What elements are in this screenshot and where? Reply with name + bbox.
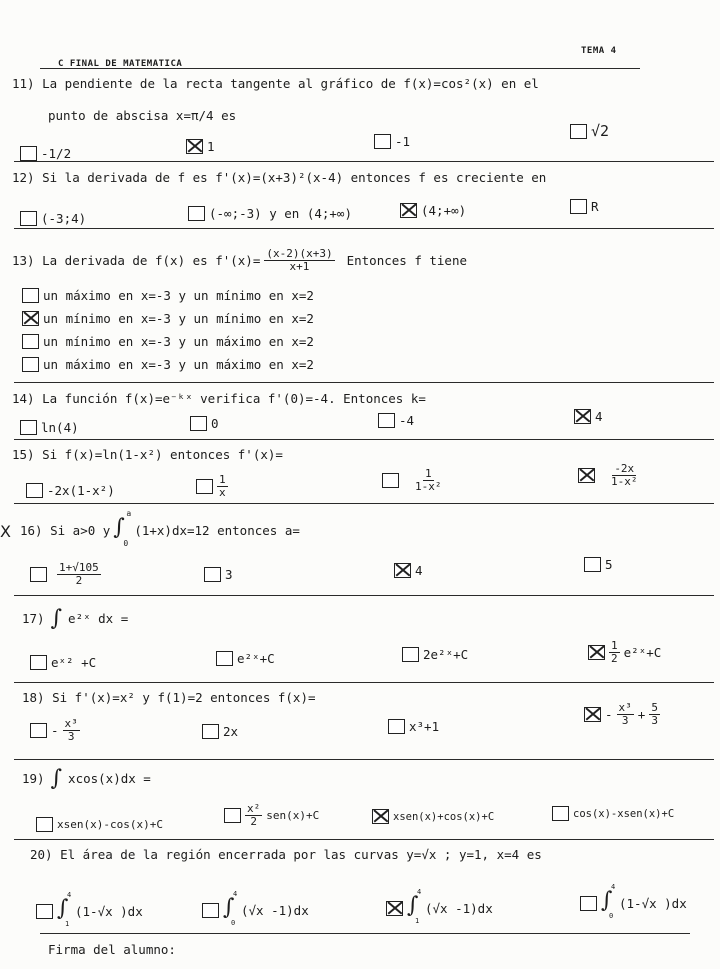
checkbox[interactable] xyxy=(224,808,241,823)
q17-option-3[interactable]: 2e²ˣ+C xyxy=(402,647,468,662)
q17-option-4[interactable]: $\frac{1}{2}$ e²ˣ+C xyxy=(588,640,661,664)
checkbox[interactable] xyxy=(20,211,37,226)
q16-option-1[interactable]: $\frac{1+√105}{2}$ xyxy=(30,562,101,586)
q11-option-2[interactable]: 1 xyxy=(186,139,215,154)
checkbox[interactable] xyxy=(30,655,47,670)
signature-label: Firma del alumno: xyxy=(48,942,176,957)
checkbox-checked[interactable] xyxy=(400,203,417,218)
q19-option-1[interactable]: xsen(x)-cos(x)+C xyxy=(36,817,163,832)
integral-icon: ∫ a 0 xyxy=(113,509,132,548)
q11-stem: 11) La pendiente de la recta tangente al gráfico de f(x)=cos²(x) en el xyxy=(12,76,539,91)
q18-option-1[interactable]: - $\frac{\text{x³}}{3}$ xyxy=(30,718,80,742)
q15-option-1[interactable]: -2x(1-x²) xyxy=(26,483,115,498)
q17-option-1[interactable]: eˣ² +C xyxy=(30,655,96,670)
checkbox[interactable] xyxy=(382,473,399,488)
q20-option-3[interactable]: ∫ 4 1 (√x -1)dx xyxy=(386,893,493,923)
integral-icon: ∫ 4 0 xyxy=(601,883,616,920)
q16-stem: 16) Si a>0 y ∫ a 0 (1+x)dx=12 entonces a= xyxy=(20,509,300,548)
integral-icon: ∫ xyxy=(50,766,63,791)
divider xyxy=(14,503,714,504)
checkbox[interactable] xyxy=(216,651,233,666)
q11-option-3[interactable]: -1 xyxy=(374,134,410,149)
q13-option-2[interactable]: un mínimo en x=-3 y un mínimo en x=2 xyxy=(22,311,314,326)
checkbox[interactable] xyxy=(580,896,597,911)
checkbox[interactable] xyxy=(30,567,47,582)
checkbox[interactable] xyxy=(204,567,221,582)
q12-stem: 12) Si la derivada de f es f'(x)=(x+3)²(x-4) entonces f es creciente en xyxy=(12,170,547,185)
checkbox[interactable] xyxy=(30,723,47,738)
checkbox[interactable] xyxy=(202,724,219,739)
divider xyxy=(14,161,714,162)
integral-icon: ∫ 4 1 xyxy=(57,891,72,928)
integral-icon: ∫ 4 0 xyxy=(223,890,238,927)
checkbox[interactable] xyxy=(190,416,207,431)
divider xyxy=(14,682,714,683)
q18-option-3[interactable]: x³+1 xyxy=(388,719,439,734)
checkbox[interactable] xyxy=(584,557,601,572)
divider xyxy=(14,439,714,440)
q13-option-1[interactable]: un máximo en x=-3 y un mínimo en x=2 xyxy=(22,288,314,303)
checkbox-checked[interactable] xyxy=(22,311,39,326)
q12-option-2[interactable]: (-∞;-3) y en (4;+∞) xyxy=(188,206,352,221)
q13-fraction: $\frac{(x-2)(x+3)}{x+1}$ xyxy=(266,247,333,273)
exam-title: C FINAL DE MATEMATICA xyxy=(58,59,183,69)
integral-icon: ∫ xyxy=(50,606,63,631)
checkbox[interactable] xyxy=(26,483,43,498)
q14-option-4[interactable]: 4 xyxy=(574,409,603,424)
checkbox[interactable] xyxy=(22,357,39,372)
checkbox[interactable] xyxy=(22,288,39,303)
q15-option-3[interactable]: $\frac{1}{\text{1-x²}}$ xyxy=(382,468,444,492)
q14-option-2[interactable]: 0 xyxy=(190,416,219,431)
q18-stem: 18) Si f'(x)=x² y f(1)=2 entonces f(x)= xyxy=(22,690,316,705)
checkbox[interactable] xyxy=(20,146,37,161)
q16-option-3[interactable]: 4 xyxy=(394,563,423,578)
integral-icon: ∫ 4 1 xyxy=(407,888,422,925)
q18-option-4[interactable]: - $\frac{\text{x³}}{3}$ + $\frac{5}{3}$ xyxy=(584,702,660,726)
q13-stem: 13) La derivada de f(x) es f'(x)= $\frac{(x-2)(x+3)}{x+1}$ Entonces f tiene xyxy=(12,247,468,273)
q16-option-2[interactable]: 3 xyxy=(204,567,233,582)
checkbox[interactable] xyxy=(402,647,419,662)
q14-option-1[interactable]: ln(4) xyxy=(20,420,79,435)
q13-option-3[interactable]: un mínimo en x=-3 y un máximo en x=2 xyxy=(22,334,314,349)
checkbox[interactable] xyxy=(196,479,213,494)
checkbox[interactable] xyxy=(20,420,37,435)
margin-x-mark: X xyxy=(0,522,11,541)
divider xyxy=(14,839,714,840)
q14-option-3[interactable]: -4 xyxy=(378,413,414,428)
q16-option-4[interactable]: 5 xyxy=(584,557,613,572)
q20-option-1[interactable]: ∫ 4 1 (1-√x )dx xyxy=(36,896,143,926)
checkbox[interactable] xyxy=(36,817,53,832)
checkbox-checked[interactable] xyxy=(186,139,203,154)
q17-stem: 17) ∫ e²ˣ dx = xyxy=(22,606,129,631)
header-rule xyxy=(40,68,640,69)
divider xyxy=(14,382,714,383)
q12-option-1[interactable]: (-3;4) xyxy=(20,211,86,226)
divider xyxy=(14,595,714,596)
q15-option-4[interactable]: $\frac{-2x}{\text{1-x²}}$ xyxy=(578,463,640,487)
checkbox-checked[interactable] xyxy=(394,563,411,578)
q20-stem: 20) El área de la región encerrada por las curvas y=√x ; y=1, x=4 es xyxy=(30,847,542,862)
q19-option-3[interactable]: xsen(x)+cos(x)+C xyxy=(372,809,494,824)
q19-option-2[interactable]: $\frac{\text{x²}}{2}$ sen(x)+C xyxy=(224,803,319,827)
checkbox[interactable] xyxy=(552,806,569,821)
checkbox-checked[interactable] xyxy=(578,468,595,483)
q13-option-4[interactable]: un máximo en x=-3 y un máximo en x=2 xyxy=(22,357,314,372)
checkbox[interactable] xyxy=(36,904,53,919)
q12-option-3[interactable]: (4;+∞) xyxy=(400,203,466,218)
q19-option-4[interactable]: cos(x)-xsen(x)+C xyxy=(552,806,674,821)
q11-stem-2: punto de abscisa x=π/4 es xyxy=(48,108,237,123)
checkbox[interactable] xyxy=(188,206,205,221)
q15-stem: 15) Si f(x)=ln(1-x²) entonces f'(x)= xyxy=(12,447,283,462)
checkbox[interactable] xyxy=(570,124,587,139)
q11-option-4[interactable]: √2 xyxy=(570,122,609,140)
checkbox-checked[interactable] xyxy=(386,901,403,916)
checkbox[interactable] xyxy=(570,199,587,214)
q11-option-1[interactable]: -1/2 xyxy=(20,146,71,161)
q14-stem: 14) La función f(x)=e⁻ᵏˣ verifica f'(0)=-4. Entonces k= xyxy=(12,391,426,406)
checkbox-checked[interactable] xyxy=(372,809,389,824)
divider xyxy=(14,228,714,229)
checkbox[interactable] xyxy=(202,903,219,918)
q15-option-2[interactable]: $\frac{1}{x}$ xyxy=(196,474,228,498)
q20-option-4[interactable]: ∫ 4 0 (1-√x )dx xyxy=(580,888,687,918)
checkbox-checked[interactable] xyxy=(588,645,605,660)
q12-option-4[interactable]: R xyxy=(570,199,599,214)
checkbox-checked[interactable] xyxy=(584,707,601,722)
divider xyxy=(40,933,690,934)
q17-option-2[interactable]: e²ˣ+C xyxy=(216,651,275,666)
checkbox-checked[interactable] xyxy=(574,409,591,424)
checkbox[interactable] xyxy=(378,413,395,428)
q19-stem: 19) ∫ xcos(x)dx = xyxy=(22,766,151,791)
checkbox[interactable] xyxy=(374,134,391,149)
tema-label: TEMA 4 xyxy=(581,46,617,56)
checkbox[interactable] xyxy=(22,334,39,349)
q20-option-2[interactable]: ∫ 4 0 (√x -1)dx xyxy=(202,895,309,925)
checkbox[interactable] xyxy=(388,719,405,734)
q18-option-2[interactable]: 2x xyxy=(202,724,238,739)
divider xyxy=(14,759,714,760)
